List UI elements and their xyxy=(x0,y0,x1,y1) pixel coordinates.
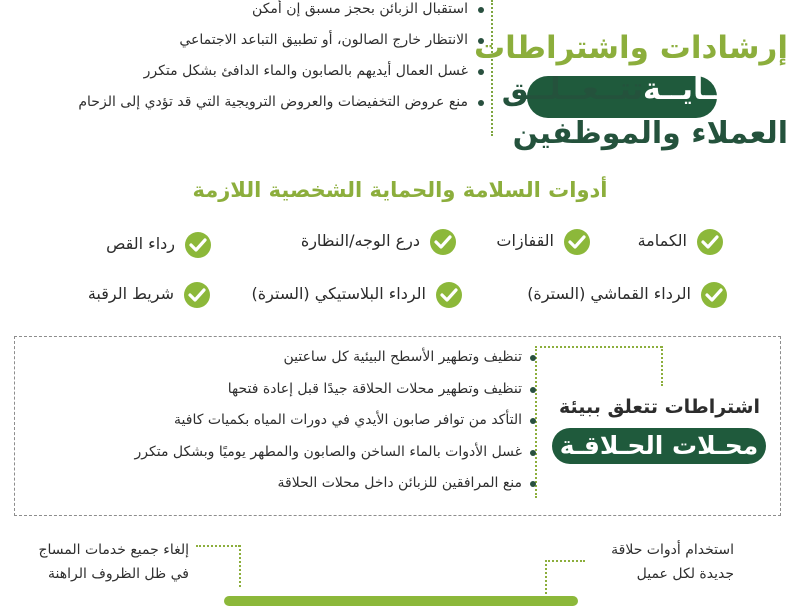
hero-title-line2 xyxy=(502,72,788,107)
list-item-text: تنظيف وتطهير محلات الحلاقة جيدًا قبل إعادة فتحها xyxy=(227,380,522,397)
ppe-item xyxy=(106,230,211,258)
check-icon xyxy=(564,229,590,255)
list-item xyxy=(18,56,488,87)
top-list-connector xyxy=(491,0,493,136)
ppe-item xyxy=(88,280,210,308)
bullet-icon xyxy=(530,355,536,361)
note-text-line: في ظل الظروف الراهنة xyxy=(48,566,189,582)
shop-requirements-list xyxy=(36,342,536,500)
list-item xyxy=(36,342,536,374)
check-icon xyxy=(701,282,727,308)
bullet-icon xyxy=(478,69,484,75)
note-cancel-massage xyxy=(38,538,189,586)
ppe-item-label: الرداء البلاستيكي (السترة) xyxy=(251,284,426,303)
list-item-text: التأكد من توافر صابون الأيدي في دورات المياه بكميات كافية xyxy=(174,412,522,428)
list-item xyxy=(36,437,536,469)
check-icon xyxy=(430,229,456,255)
bullet-icon xyxy=(530,481,536,487)
bullet-icon xyxy=(530,418,536,424)
check-icon xyxy=(185,232,211,258)
ppe-item xyxy=(527,280,727,308)
hero-title-line3: العملاء والموظفين xyxy=(512,116,788,151)
check-icon xyxy=(184,282,210,308)
ppe-item xyxy=(252,280,462,308)
list-item-text: غسل الأدوات بالماء الساخن والصابون والمطهر يوميًا وبشكل متكرر xyxy=(134,443,522,460)
note-connector xyxy=(545,560,547,594)
ppe-item-label: درع الوجه/النظارة xyxy=(300,231,420,250)
bullet-icon xyxy=(530,387,536,393)
bottom-banner xyxy=(224,596,578,606)
hero-title-line1: إرشادات واشتراطات xyxy=(473,30,788,66)
note-text-line: استخدام أدوات حلاقة xyxy=(611,542,734,558)
check-icon xyxy=(436,282,462,308)
list-item xyxy=(36,374,536,406)
hero-pill-text: بحـمــايــة xyxy=(643,72,788,107)
ppe-section-title: أدوات السلامة والحماية الشخصية اللازمة xyxy=(192,178,608,202)
bullet-icon xyxy=(530,450,536,456)
list-item-text: تنظيف وتطهير الأسطح البيئية كل ساعتين xyxy=(283,349,522,365)
list-item-text: استقبال الزبائن بحجز مسبق إن أمكن xyxy=(252,1,468,17)
list-item xyxy=(18,25,488,56)
ppe-item-label: القفازات xyxy=(496,231,554,250)
top-guidelines-list xyxy=(18,0,488,118)
ppe-item xyxy=(496,227,590,255)
list-item xyxy=(18,87,488,118)
ppe-item xyxy=(301,227,456,255)
list-item-text: غسل العمال أيديهم بالصابون والماء الدافئ بشكل متكرر xyxy=(143,63,468,79)
shop-section-title: اشتراطات تتعلق ببيئة xyxy=(558,396,760,418)
ppe-item-label: الرداء القماشي (السترة) xyxy=(527,284,691,303)
note-connector xyxy=(545,560,585,562)
shop-list-connector-drop xyxy=(661,346,663,386)
hero-line2-word: تتــعــلــق xyxy=(501,72,643,107)
list-item-text: منع عروض التخفيضات والعروض الترويجية التي قد تؤدي إلى الزحام xyxy=(78,94,468,110)
note-text-line: إلغاء جميع خدمات المساج xyxy=(38,542,189,558)
list-item xyxy=(18,0,488,25)
list-item xyxy=(36,405,536,437)
ppe-item-label: رداء القص xyxy=(106,234,175,253)
shop-list-connector-horizontal xyxy=(535,346,662,348)
shop-section-pill: محـلات الحـلاقـة xyxy=(552,428,766,464)
ppe-item xyxy=(638,227,723,255)
bullet-icon xyxy=(478,100,484,106)
ppe-item-label: شريط الرقبة xyxy=(87,284,174,303)
ppe-item-label: الكمامة xyxy=(637,231,687,250)
list-item-text: منع المرافقين للزبائن داخل محلات الحلاقة xyxy=(277,475,522,491)
list-item xyxy=(36,468,536,500)
note-text-line: جديدة لكل عميل xyxy=(636,566,734,582)
check-icon xyxy=(697,229,723,255)
note-new-tools xyxy=(611,538,734,586)
note-connector xyxy=(239,545,241,587)
note-connector xyxy=(196,545,240,547)
bullet-icon xyxy=(478,7,484,13)
list-item-text: الانتظار خارج الصالون، أو تطبيق التباعد الاجتماعي xyxy=(179,32,468,48)
